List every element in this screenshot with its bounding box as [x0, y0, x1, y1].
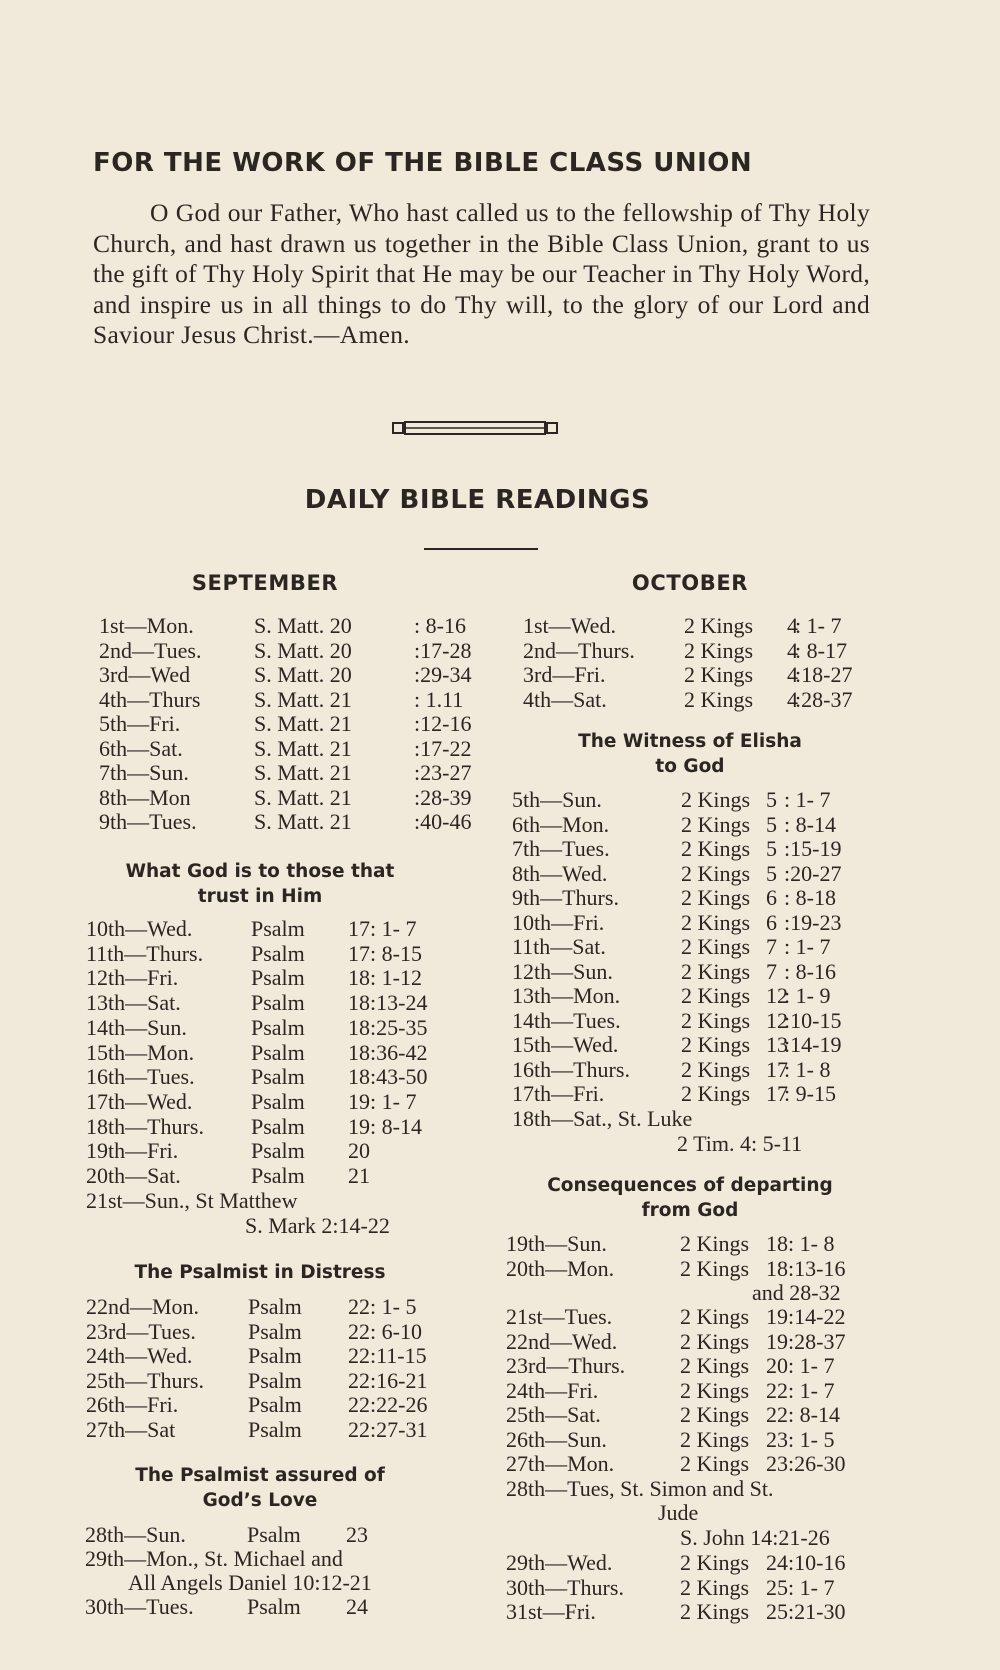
reading-book: S. Matt. 21: [254, 809, 352, 834]
reading-row: [86, 1041, 536, 1065]
reading-ch: 19: [348, 1088, 370, 1114]
reading-ch: 22: [348, 1294, 370, 1319]
reading-book: 2 Kings: [681, 909, 751, 935]
reading-row: [523, 663, 973, 687]
reading-ch: 22: [348, 1343, 370, 1368]
reading-row: [512, 1058, 962, 1082]
reading-ch: 22: [348, 1392, 370, 1417]
reading-row: [523, 688, 973, 712]
reading-day: 2nd—Thurs.: [523, 637, 635, 663]
reading-day: 7th—Tues.: [512, 836, 610, 861]
reading-row: [512, 960, 962, 984]
reading-ref: :27-31: [370, 1416, 428, 1442]
reading-ref: :19-23: [784, 909, 842, 935]
reading-book: 2 Kings: [680, 1231, 750, 1256]
reading-row: [99, 810, 549, 834]
reading-row: [523, 614, 973, 638]
reading-book: 2 Kings: [681, 836, 751, 861]
reading-day: 19th—Fri.: [86, 1138, 179, 1164]
reading-row: [512, 837, 962, 861]
feast-line: 28th—Tues, St. Simon and St.: [506, 1476, 774, 1501]
reading-day: 4th—Thurs: [99, 686, 201, 712]
reading-row: [99, 786, 549, 810]
reading-book: 2 Kings: [684, 686, 754, 712]
reading-ch: 18: [348, 1039, 370, 1065]
reading-ch: 4: [787, 613, 798, 638]
september-heading: SEPTEMBER: [191, 571, 339, 595]
reading-row: [99, 663, 549, 687]
reading-ch: 23: [346, 1522, 368, 1547]
section-heading: trust in Him: [197, 886, 323, 907]
reading-ch: 17: [348, 916, 370, 941]
reading-book: Psalm: [251, 916, 305, 941]
feast-ref: S. Mark 2:14-22: [245, 1213, 390, 1238]
reading-day: 7th—Sun.: [99, 760, 189, 785]
reading-ch: 17: [348, 940, 370, 966]
reading-book: 2 Kings: [681, 885, 751, 910]
reading-ref: :12-16: [414, 711, 472, 736]
reading-row: [99, 688, 549, 712]
reading-day: 11th—Sat.: [512, 934, 606, 959]
reading-day: 6th—Sat.: [99, 735, 183, 761]
feast-line: 29th—Mon., St. Michael and: [85, 1546, 343, 1571]
reading-book: Psalm: [248, 1416, 302, 1442]
reading-book: 2 Kings: [684, 613, 754, 638]
section-heading: from God: [641, 1200, 739, 1221]
reading-day: 16th—Thurs.: [512, 1056, 630, 1082]
reading-row: [99, 614, 549, 638]
reading-row: [86, 966, 536, 990]
ornament-divider: [392, 420, 567, 436]
reading-day: 6th—Mon.: [512, 811, 610, 837]
reading-ref: :23-27: [414, 760, 472, 785]
reading-ref: : 1- 5: [370, 1294, 417, 1319]
reading-day: 17th—Wed.: [86, 1088, 193, 1114]
reading-day: 27th—Sat: [86, 1416, 176, 1442]
reading-day: 22nd—Wed.: [506, 1328, 618, 1354]
reading-book: Psalm: [251, 1113, 305, 1139]
reading-row: [86, 942, 536, 966]
section-heading: to God: [655, 756, 725, 777]
reading-day: 15th—Wed.: [512, 1032, 619, 1057]
reading-day: 20th—Mon.: [506, 1255, 615, 1281]
reading-ch: 7: [766, 934, 777, 959]
reading-ref: :29-34: [414, 662, 472, 687]
reading-row: [86, 1344, 536, 1368]
reading-day: 1st—Mon.: [99, 613, 194, 638]
feast-ref: All Angels Daniel 10:12-21: [128, 1570, 372, 1595]
feast-cont: Jude: [658, 1500, 699, 1525]
reading-ref: : 1- 7: [788, 1574, 835, 1600]
reading-row: [86, 1393, 536, 1417]
reading-row: [512, 886, 962, 910]
reading-row: [86, 1115, 536, 1139]
reading-row: [512, 1033, 962, 1057]
reading-row: [512, 1009, 962, 1033]
reading-ref: : 6-10: [370, 1318, 422, 1344]
reading-day: 18th—Thurs.: [86, 1113, 204, 1139]
reading-book: 2 Kings: [680, 1426, 750, 1452]
reading-row: [506, 1330, 956, 1354]
reading-ch: 5: [766, 836, 777, 861]
reading-book: Psalm: [248, 1294, 302, 1319]
reading-ch: 17: [766, 1056, 788, 1082]
reading-ref: : 8-15: [370, 940, 422, 966]
reading-ch: 18: [766, 1255, 788, 1281]
reading-row: [506, 1428, 956, 1452]
reading-ch: 21: [348, 1163, 370, 1188]
reading-ref: : 1- 7: [788, 1353, 835, 1378]
reading-ref: : 1- 7: [370, 916, 417, 941]
reading-row: [86, 991, 536, 1015]
reading-ref: :28-39: [414, 784, 472, 810]
reading-row: [506, 1600, 956, 1624]
reading-row: [86, 1016, 536, 1040]
reading-ref: :14-19: [784, 1032, 842, 1057]
reading-day: 8th—Wed.: [512, 860, 608, 886]
reading-ch: 5: [766, 787, 777, 812]
section-heading: The Psalmist assured of: [135, 1465, 385, 1486]
reading-row: [506, 1452, 956, 1476]
reading-ref: :10-15: [784, 1007, 842, 1033]
reading-ch: 23: [766, 1426, 788, 1452]
reading-ref: :14-22: [788, 1304, 846, 1329]
reading-book: 2 Kings: [680, 1328, 750, 1354]
reading-ch: 18: [348, 990, 370, 1016]
reading-book: 2 Kings: [680, 1353, 750, 1378]
reading-book: 2 Kings: [681, 934, 751, 959]
prayer-title: FOR THE WORK OF THE BIBLE CLASS UNION: [93, 148, 753, 178]
reading-day: 27th—Mon.: [506, 1451, 615, 1476]
reading-day: 1st—Wed.: [523, 613, 616, 638]
reading-row: [86, 1065, 536, 1089]
section-heading: The Witness of Elisha: [578, 731, 802, 752]
reading-row: [86, 1369, 536, 1393]
reading-ref: :11-15: [370, 1343, 427, 1368]
reading-ch: 5: [766, 860, 777, 886]
reading-ch: 25: [766, 1574, 788, 1600]
reading-row: [506, 1257, 956, 1281]
reading-ref: : 1-12: [370, 965, 422, 991]
reading-day: 17th—Fri.: [512, 1081, 605, 1106]
reading-day: 26th—Sun.: [506, 1426, 607, 1452]
reading-ref: :13-24: [370, 990, 428, 1016]
reading-ref: : 1- 7: [370, 1088, 417, 1114]
reading-ref: :36-42: [370, 1039, 428, 1065]
reading-book: Psalm: [251, 1138, 305, 1164]
reading-day: 3rd—Wed: [99, 662, 191, 687]
reading-day: 24th—Fri.: [506, 1377, 599, 1403]
reading-row: [523, 639, 973, 663]
section-heading: The Psalmist in Distress: [134, 1262, 386, 1283]
reading-day: 10th—Wed.: [86, 916, 193, 941]
reading-ref: : 9-15: [784, 1081, 836, 1106]
reading-day: 24th—Wed.: [86, 1343, 193, 1368]
reading-book: Psalm: [248, 1318, 302, 1344]
reading-ref: : 1- 9: [784, 983, 831, 1008]
reading-ch: 19: [766, 1328, 788, 1354]
section-heading: Consequences of departing: [547, 1175, 833, 1196]
reading-book: 2 Kings: [681, 983, 751, 1008]
reading-ch: 20: [348, 1138, 370, 1164]
reading-book: Psalm: [251, 1039, 305, 1065]
prayer-body: O God our Father, Who hast called us to the fellowship of Thy Holy Church, and hast drawn us together in the Bible Class Union, grant to us the gift of Thy Holy Spirit that He may be our Teacher in Thy Holy Word, and inspire us in all things to do Thy will, to the glory of our Lord and Saviour Jesus Christ.—Amen.: [93, 198, 870, 349]
reading-ch: 22: [766, 1402, 788, 1427]
reading-ch: 4: [787, 686, 798, 712]
reading-book: Psalm: [251, 965, 305, 991]
reading-row: [85, 1523, 535, 1547]
reading-row: [506, 1403, 956, 1427]
reading-day: 23rd—Tues.: [86, 1318, 196, 1344]
reading-ch: 17: [766, 1081, 788, 1106]
reading-book: Psalm: [251, 1088, 305, 1114]
reading-ref: :26-30: [788, 1451, 846, 1476]
reading-day: 25th—Sat.: [506, 1402, 601, 1427]
reading-day: 22nd—Mon.: [86, 1294, 200, 1319]
reading-day: 23rd—Thurs.: [506, 1353, 626, 1378]
reading-book: 2 Kings: [680, 1599, 750, 1624]
reading-book: Psalm: [248, 1392, 302, 1417]
reading-ref: :21-30: [788, 1599, 846, 1624]
reading-row: [512, 911, 962, 935]
reading-row: [99, 761, 549, 785]
reading-book: 2 Kings: [681, 1081, 751, 1106]
reading-ref: :20-27: [784, 860, 842, 886]
reading-row: [99, 712, 549, 736]
reading-ref: :43-50: [370, 1064, 428, 1090]
and-line: and 28-32: [752, 1280, 841, 1305]
reading-day: 29th—Wed.: [506, 1550, 613, 1575]
reading-row: [506, 1379, 956, 1403]
reading-row: [512, 1082, 962, 1106]
reading-ref: :17-22: [414, 735, 472, 761]
reading-book: 2 Kings: [680, 1304, 750, 1329]
reading-book: S. Matt. 20: [254, 662, 352, 687]
reading-ref: : 1- 8: [788, 1231, 835, 1256]
section-heading: God’s Love: [202, 1490, 318, 1511]
reading-book: S. Matt. 21: [254, 686, 352, 712]
reading-book: 2 Kings: [684, 662, 754, 687]
reading-ch: 6: [766, 885, 777, 910]
reading-day: 9th—Tues.: [99, 809, 197, 834]
reading-book: Psalm: [248, 1343, 302, 1368]
reading-ch: 18: [348, 965, 370, 991]
reading-ref: : 8-16: [414, 613, 466, 638]
reading-row: [506, 1576, 956, 1600]
reading-ref: : 8-14: [370, 1113, 422, 1139]
reading-row: [512, 813, 962, 837]
reading-ref: :13-16: [788, 1255, 846, 1281]
reading-ch: 22: [348, 1416, 370, 1442]
reading-row: [512, 984, 962, 1008]
reading-book: S. Matt. 20: [254, 613, 352, 638]
reading-ref: :28-37: [788, 1328, 846, 1354]
reading-ch: 13: [766, 1032, 788, 1057]
reading-row: [86, 1164, 536, 1188]
reading-book: Psalm: [251, 1014, 305, 1040]
reading-book: S. Matt. 21: [254, 784, 352, 810]
reading-book: 2 Kings: [681, 958, 751, 984]
reading-ch: 12: [766, 983, 788, 1008]
reading-day: 14th—Sun.: [86, 1014, 187, 1040]
reading-day: 31st—Fri.: [506, 1599, 596, 1624]
reading-ch: 19: [766, 1304, 788, 1329]
reading-ch: 20: [766, 1353, 788, 1378]
october-heading: OCTOBER: [631, 571, 749, 595]
reading-row: [86, 1320, 536, 1344]
reading-ch: 5: [766, 811, 777, 837]
reading-book: S. Matt. 20: [254, 637, 352, 663]
reading-ch: 18: [348, 1014, 370, 1040]
reading-ref: :18-27: [795, 662, 853, 687]
reading-book: S. Matt. 21: [254, 735, 352, 761]
reading-ref: :16-21: [370, 1367, 428, 1393]
reading-book: Psalm: [248, 1367, 302, 1393]
reading-row: [506, 1305, 956, 1329]
reading-ref: : 1- 7: [788, 1377, 835, 1403]
reading-book: 2 Kings: [681, 787, 751, 812]
reading-day: 16th—Tues.: [86, 1064, 195, 1090]
reading-ch: 23: [766, 1451, 788, 1476]
reading-ref: : 8-14: [784, 811, 836, 837]
reading-ref: : 1.11: [414, 686, 464, 712]
reading-day: 12th—Sun.: [512, 958, 613, 984]
feast-ref: 2 Tim. 4: 5-11: [677, 1131, 803, 1156]
reading-book: Psalm: [247, 1522, 301, 1547]
reading-day: 9th—Thurs.: [512, 885, 619, 910]
reading-ref: : 8-14: [788, 1402, 840, 1427]
reading-ch: 7: [766, 958, 777, 984]
reading-day: 11th—Thurs.: [86, 940, 204, 966]
reading-row: [512, 862, 962, 886]
title-rule: [424, 548, 538, 550]
reading-day: 30th—Thurs.: [506, 1574, 624, 1600]
reading-row: [512, 788, 962, 812]
reading-day: 13th—Mon.: [512, 983, 621, 1008]
reading-book: S. Matt. 21: [254, 711, 352, 736]
reading-ch: 18: [348, 1064, 370, 1090]
reading-day: 20th—Sat.: [86, 1163, 181, 1188]
reading-day: 3rd—Fri.: [523, 662, 606, 687]
feast-ref: S. John 14:21-26: [680, 1525, 830, 1550]
reading-ch: 18: [766, 1231, 788, 1256]
reading-day: 21st—Tues.: [506, 1304, 613, 1329]
reading-book: 2 Kings: [680, 1255, 750, 1281]
reading-day: 26th—Fri.: [86, 1392, 179, 1417]
feast-line: 18th—Sat., St. Luke: [512, 1106, 693, 1131]
section-heading: What God is to those that: [125, 861, 395, 882]
reading-book: Psalm: [251, 1163, 305, 1188]
feast-line: 21st—Sun., St Matthew: [86, 1188, 298, 1213]
reading-ref: :10-16: [788, 1550, 846, 1575]
reading-book: 2 Kings: [680, 1402, 750, 1427]
reading-day: 5th—Sun.: [512, 787, 602, 812]
reading-ch: 19: [348, 1113, 370, 1139]
reading-book: 2 Kings: [681, 1032, 751, 1057]
reading-ch: 24: [766, 1550, 788, 1575]
reading-ref: : 8-16: [784, 958, 836, 984]
reading-row: [99, 737, 549, 761]
reading-day: 14th—Tues.: [512, 1007, 621, 1033]
reading-ch: 4: [787, 662, 798, 687]
reading-ref: : 8-18: [784, 885, 836, 910]
reading-ch: 22: [766, 1377, 788, 1403]
reading-book: S. Matt. 21: [254, 760, 352, 785]
reading-row: [506, 1232, 956, 1256]
reading-row: [86, 1418, 536, 1442]
reading-row: [506, 1354, 956, 1378]
reading-ch: 24: [346, 1594, 368, 1619]
reading-day: 15th—Mon.: [86, 1039, 195, 1065]
reading-day: 5th—Fri.: [99, 711, 181, 736]
reading-book: Psalm: [247, 1594, 301, 1619]
reading-ch: 6: [766, 909, 777, 935]
reading-ref: : 1- 7: [784, 934, 831, 959]
reading-book: Psalm: [251, 990, 305, 1016]
readings-title: DAILY BIBLE READINGS: [304, 485, 651, 515]
reading-row: [85, 1595, 535, 1619]
reading-day: 10th—Fri.: [512, 909, 605, 935]
reading-ref: :15-19: [784, 836, 842, 861]
reading-ref: :40-46: [414, 809, 472, 834]
reading-day: 19th—Sun.: [506, 1231, 607, 1256]
reading-ref: : 1- 5: [788, 1426, 835, 1452]
reading-ref: : 1- 7: [784, 787, 831, 812]
reading-day: 30th—Tues.: [85, 1594, 194, 1619]
reading-book: 2 Kings: [681, 1007, 751, 1033]
reading-book: 2 Kings: [681, 860, 751, 886]
reading-ref: :22-26: [370, 1392, 428, 1417]
reading-day: 25th—Thurs.: [86, 1367, 204, 1393]
reading-row: [512, 935, 962, 959]
reading-ch: 4: [787, 637, 798, 663]
reading-row: [86, 1295, 536, 1319]
reading-book: 2 Kings: [684, 637, 754, 663]
reading-book: 2 Kings: [680, 1574, 750, 1600]
reading-book: Psalm: [251, 940, 305, 966]
reading-row: [506, 1551, 956, 1575]
reading-ref: :28-37: [795, 686, 853, 712]
reading-row: [86, 917, 536, 941]
reading-row: [86, 1090, 536, 1114]
reading-ref: : 1- 8: [784, 1056, 831, 1082]
reading-day: 4th—Sat.: [523, 686, 607, 712]
reading-book: 2 Kings: [680, 1451, 750, 1476]
reading-ch: 22: [348, 1367, 370, 1393]
reading-ch: 25: [766, 1599, 788, 1624]
reading-book: Psalm: [251, 1064, 305, 1090]
reading-day: 8th—Mon: [99, 784, 191, 810]
reading-ref: : 8-17: [795, 637, 847, 663]
reading-ch: 22: [348, 1318, 370, 1344]
reading-ref: : 1- 7: [795, 613, 842, 638]
reading-row: [86, 1139, 536, 1163]
reading-ch: 12: [766, 1007, 788, 1033]
reading-ref: :25-35: [370, 1014, 428, 1040]
reading-ref: :17-28: [414, 637, 472, 663]
reading-book: 2 Kings: [681, 811, 751, 837]
reading-row: [99, 639, 549, 663]
reading-book: 2 Kings: [680, 1550, 750, 1575]
reading-day: 13th—Sat.: [86, 990, 181, 1016]
reading-book: 2 Kings: [680, 1377, 750, 1403]
reading-day: 2nd—Tues.: [99, 637, 202, 663]
reading-day: 12th—Fri.: [86, 965, 179, 991]
reading-day: 28th—Sun.: [85, 1522, 186, 1547]
reading-book: 2 Kings: [681, 1056, 751, 1082]
